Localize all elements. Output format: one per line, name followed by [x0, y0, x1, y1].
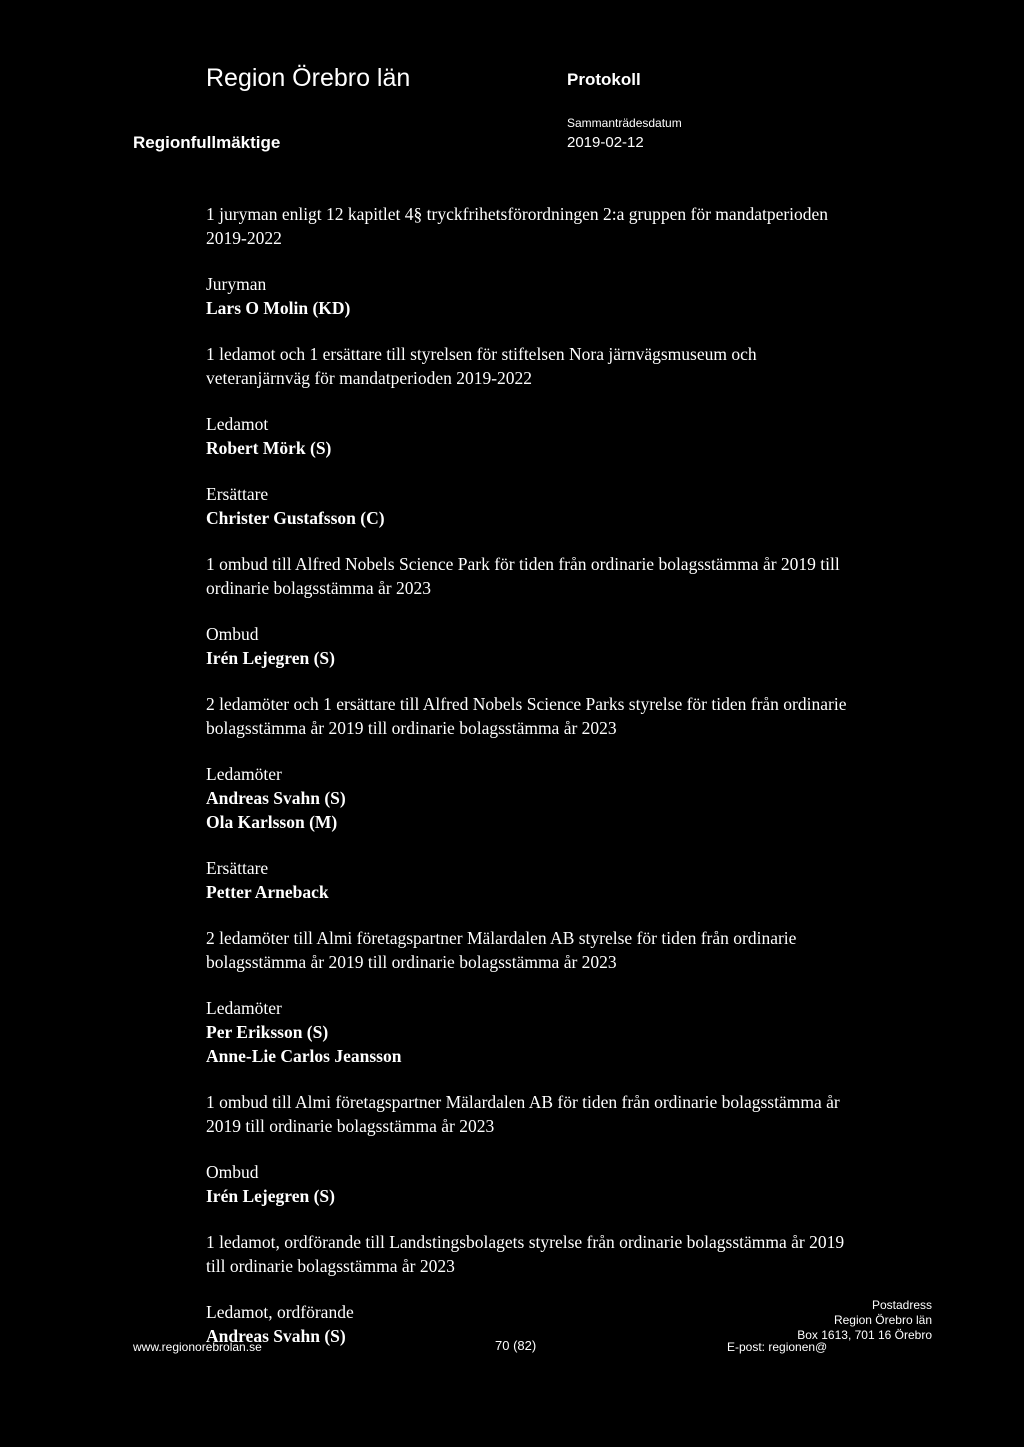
role-label: Ledamöter — [206, 998, 282, 1018]
appointment-description: 2 ledamöter och 1 ersättare till Alfred Nobels Science Parks styrelse för tiden från ordinarie — [206, 694, 847, 714]
role-group — [206, 1160, 886, 1208]
role-label: Ombud — [206, 624, 259, 644]
appointee-name: Petter Arneback — [206, 882, 329, 902]
meeting-date-label: Sammanträdesdatum — [567, 116, 682, 130]
appointment-description: 2 ledamöter till Almi företagspartner Mälardalen AB styrelse för tiden från ordinarie — [206, 928, 797, 948]
appointment-item — [206, 552, 886, 670]
appointee-name: Robert Mörk (S) — [206, 438, 332, 458]
appointment-item — [206, 692, 886, 904]
appointment-description: ordinarie bolagsstämma år 2023 — [206, 578, 432, 598]
role-group — [206, 856, 886, 904]
role-label: Ledamot, ordförande — [206, 1302, 354, 1322]
appointee-name: Anne-Lie Carlos Jeansson — [206, 1046, 402, 1066]
document-type: Protokoll — [567, 70, 641, 89]
appointment-item — [206, 1230, 886, 1348]
appointee-name: Andreas Svahn (S) — [206, 788, 346, 808]
appointment-description: veteranjärnväg för mandatperioden 2019-2022 — [206, 368, 533, 388]
appointment-description: bolagsstämma år 2019 till ordinarie bolagsstämma år 2023 — [206, 952, 617, 972]
role-group — [206, 622, 886, 670]
appointment-description: 2019 till ordinarie bolagsstämma år 2023 — [206, 1116, 495, 1136]
appointee-name: Andreas Svahn (S) — [206, 1326, 346, 1346]
appointment-description: 1 ledamot, ordförande till Landstingsbolagets styrelse från ordinarie bolagsstämma år 2019 — [206, 1232, 845, 1252]
appointment-description: till ordinarie bolagsstämma år 2023 — [206, 1256, 455, 1276]
appointment-description: 2019-2022 — [206, 228, 282, 248]
role-label: Ledamot — [206, 414, 269, 434]
appointment-item — [206, 1090, 886, 1208]
role-group — [206, 482, 886, 530]
appointee-name: Irén Lejegren (S) — [206, 648, 335, 668]
role-group — [206, 996, 886, 1068]
role-label: Juryman — [206, 274, 267, 294]
footer-address-label: Postadress — [871, 1298, 932, 1312]
appointment-description: 1 ombud till Alfred Nobels Science Park för tiden från ordinarie bolagsstämma år 2019 till — [206, 554, 840, 574]
appointee-name: Per Eriksson (S) — [206, 1022, 329, 1042]
assembly-name: Regionfullmäktige — [133, 133, 281, 152]
appointment-description: bolagsstämma år 2019 till ordinarie bolagsstämma år 2023 — [206, 718, 617, 738]
footer-email[interactable]: E-post: regionen@ — [727, 1340, 828, 1354]
appointment-item — [206, 926, 886, 1068]
org-name: Region Örebro län — [206, 64, 411, 92]
role-group — [206, 272, 886, 320]
role-label: Ledamöter — [206, 764, 282, 784]
appointee-name: Lars O Molin (KD) — [206, 298, 351, 318]
role-label: Ersättare — [206, 858, 269, 878]
appointment-description: 1 ledamot och 1 ersättare till styrelsen för stiftelsen Nora järnvägsmuseum och — [206, 344, 757, 364]
appointee-name: Ola Karlsson (M) — [206, 812, 338, 832]
role-group — [206, 412, 886, 460]
footer-website[interactable]: www.regionorebrolan.se — [133, 1340, 262, 1354]
role-group — [206, 762, 886, 834]
appointment-item — [206, 202, 886, 320]
appointee-name: Christer Gustafsson (C) — [206, 508, 385, 528]
page-number: 70 (82) — [495, 1338, 537, 1353]
role-label: Ersättare — [206, 484, 269, 504]
appointment-item — [206, 342, 886, 530]
appointment-description: 1 juryman enligt 12 kapitlet 4§ tryckfrihetsförordningen 2:a gruppen för mandatperioden — [206, 204, 829, 224]
meeting-date: 2019-02-12 — [567, 134, 644, 151]
protocol-body — [206, 202, 886, 1348]
footer-address-line: Region Örebro län — [833, 1313, 932, 1327]
appointee-name: Irén Lejegren (S) — [206, 1186, 335, 1206]
footer-address-line: Box 1613, 701 16 Örebro — [797, 1328, 932, 1342]
role-label: Ombud — [206, 1162, 259, 1182]
appointment-description: 1 ombud till Almi företagspartner Mälardalen AB för tiden från ordinarie bolagsstämma år — [206, 1092, 840, 1112]
